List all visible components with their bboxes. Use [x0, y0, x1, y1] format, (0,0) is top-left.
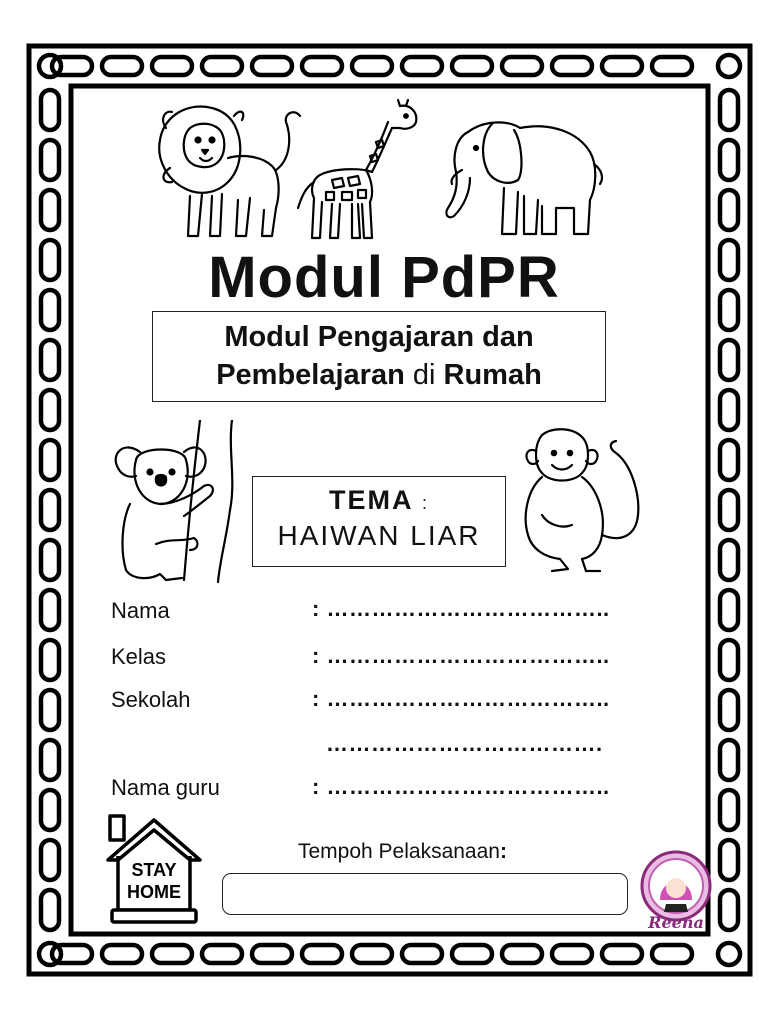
- border-link: [502, 945, 542, 963]
- border-link: [41, 590, 59, 630]
- border-link: [41, 440, 59, 480]
- border-link: [602, 945, 642, 963]
- border-link: [720, 340, 738, 380]
- border-link: [352, 945, 392, 963]
- field-label-sekolah: Sekolah: [111, 687, 191, 712]
- border-link: [502, 57, 542, 75]
- subtitle-line-1: Modul Pengajaran dan: [224, 321, 534, 353]
- subtitle-word-pembelajaran: Pembelajaran: [216, 359, 405, 391]
- stay-home-house-icon: [98, 814, 210, 926]
- elephant-illustration: [428, 112, 606, 242]
- field-label-kelas: Kelas: [111, 644, 167, 669]
- duration-label: Tempoh Pelaksanaan:: [298, 840, 507, 863]
- reena-logo: [630, 848, 722, 934]
- stay-text: STAY: [131, 860, 177, 880]
- subtitle-line-2: [153, 356, 605, 394]
- theme-label: TEMA :: [328, 485, 430, 515]
- field-label-nama: Nama: [111, 598, 170, 623]
- border-link: [452, 57, 492, 75]
- border-link: [402, 57, 442, 75]
- border-link: [720, 890, 738, 930]
- border-link: [41, 690, 59, 730]
- border-link: [720, 840, 738, 880]
- border-link: [41, 90, 59, 130]
- border-link: [41, 640, 59, 680]
- border-link: [41, 540, 59, 580]
- border-link: [252, 945, 292, 963]
- border-link: [202, 57, 242, 75]
- reena-signature: Reena: [648, 913, 704, 932]
- border-link: [102, 945, 142, 963]
- field-blank-sekolah[interactable]: : ………………………………..: [312, 686, 610, 711]
- border-link: [41, 890, 59, 930]
- border-link: [152, 945, 192, 963]
- border-link: [452, 945, 492, 963]
- border-link: [202, 945, 242, 963]
- border-link: [652, 945, 692, 963]
- border-link: [720, 390, 738, 430]
- border-corner-knot: [718, 943, 740, 965]
- border-link: [720, 190, 738, 230]
- duration-input-box[interactable]: [222, 873, 628, 915]
- giraffe-illustration: [292, 98, 427, 243]
- koala-illustration: [110, 420, 245, 585]
- border-link: [41, 190, 59, 230]
- border-link: [152, 57, 192, 75]
- border-link: [252, 57, 292, 75]
- border-link: [602, 57, 642, 75]
- border-link: [302, 945, 342, 963]
- border-link: [41, 490, 59, 530]
- home-text: HOME: [127, 882, 181, 902]
- border-link: [720, 440, 738, 480]
- border-link: [352, 57, 392, 75]
- border-link: [552, 945, 592, 963]
- border-link: [41, 740, 59, 780]
- border-link: [41, 840, 59, 880]
- border-link: [552, 57, 592, 75]
- theme-box: [252, 476, 506, 567]
- border-link: [41, 390, 59, 430]
- border-corner-knot: [718, 55, 740, 77]
- subtitle-word-rumah: Rumah: [443, 359, 542, 391]
- lion-illustration: [150, 98, 310, 243]
- border-link: [720, 740, 738, 780]
- border-link: [41, 140, 59, 180]
- border-link: [720, 540, 738, 580]
- border-link: [41, 340, 59, 380]
- border-link: [720, 640, 738, 680]
- border-link: [720, 140, 738, 180]
- border-link: [102, 57, 142, 75]
- theme-value: HAIWAN LIAR: [277, 520, 481, 551]
- border-link: [302, 57, 342, 75]
- page-title: Modul PdPR: [208, 245, 560, 310]
- border-link: [41, 790, 59, 830]
- field-blank-kelas[interactable]: : ………………………………..: [312, 643, 610, 668]
- border-link: [652, 57, 692, 75]
- field-label-nama-guru: Nama guru: [111, 775, 220, 800]
- field-blank-nama[interactable]: : ………………………………..: [312, 596, 610, 621]
- border-link: [720, 790, 738, 830]
- monkey-illustration: [512, 425, 647, 585]
- field-blank-sekolah-2[interactable]: ……………………………….: [326, 731, 603, 756]
- border-link: [720, 690, 738, 730]
- border-link: [720, 590, 738, 630]
- border-link: [720, 90, 738, 130]
- border-link: [402, 945, 442, 963]
- subtitle-word-di: di: [412, 359, 436, 391]
- field-blank-nama-guru[interactable]: : ………………………………..: [312, 774, 610, 799]
- border-link: [720, 490, 738, 530]
- subtitle-box: [152, 311, 606, 402]
